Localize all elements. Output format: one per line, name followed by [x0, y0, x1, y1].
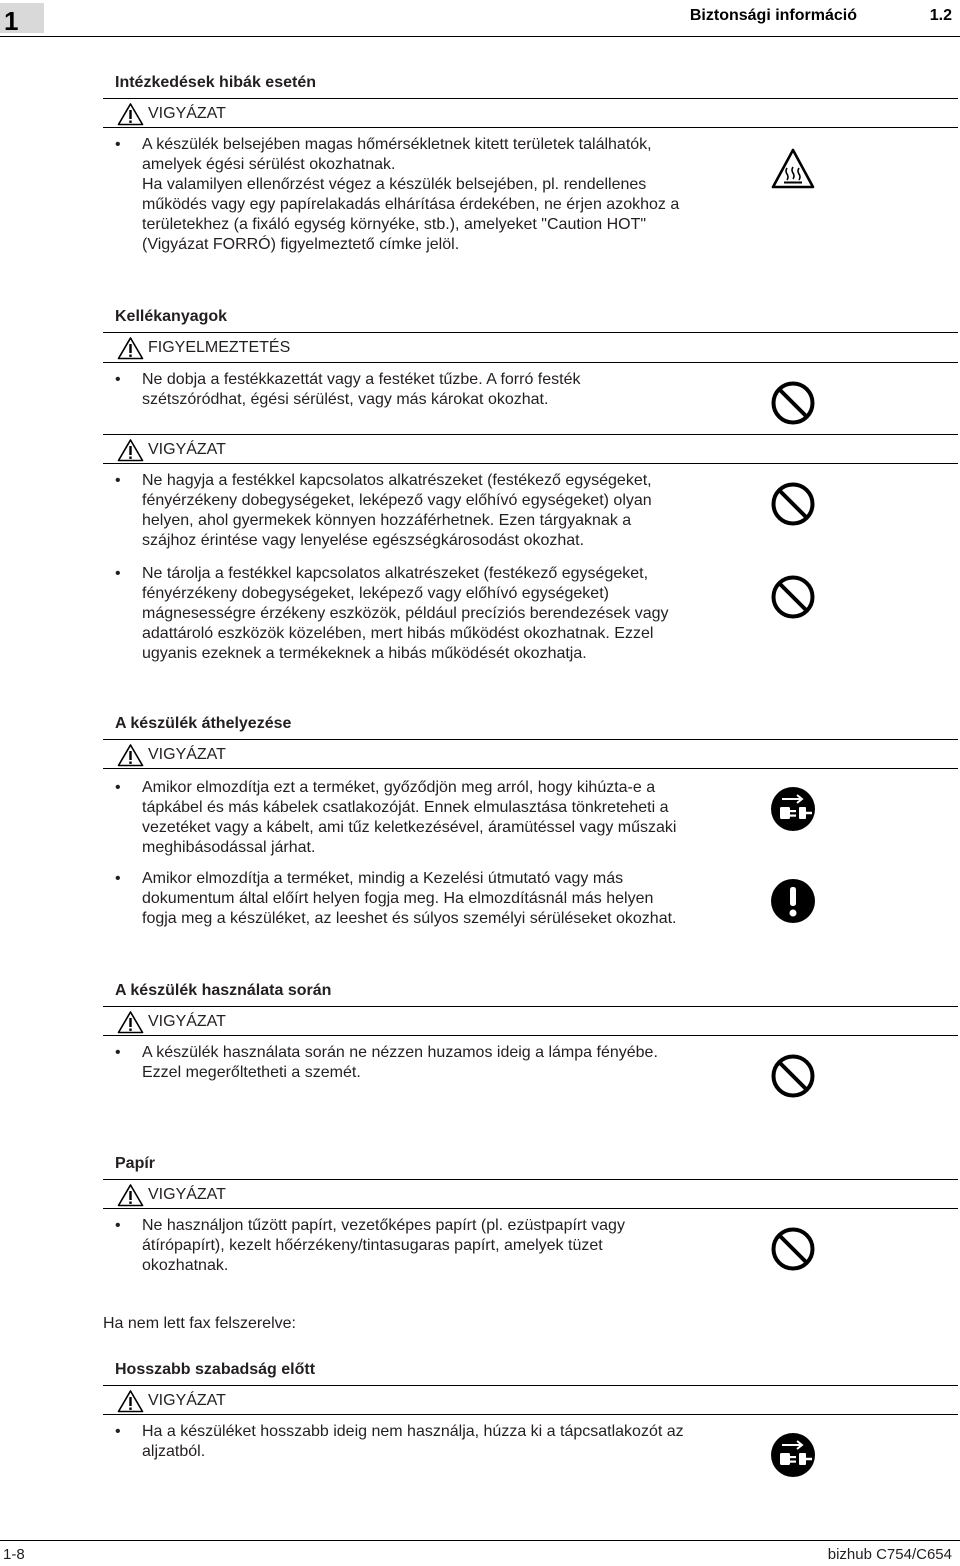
mandatory-action-icon	[770, 878, 816, 924]
unplug-icon	[770, 786, 816, 832]
section-title-long-absence: Hosszabb szabadság előtt	[115, 1361, 316, 1378]
section-rule	[103, 739, 958, 740]
bullet: •	[115, 870, 121, 887]
bullet: •	[115, 1217, 121, 1234]
text-line: területekhez (a fixáló egység környéke, stb.), amelyeket "Caution HOT"	[142, 216, 647, 233]
section-rule	[103, 434, 958, 435]
warning-triangle-icon	[117, 1183, 144, 1207]
warning-label-text: FIGYELMEZTETÉS	[148, 339, 291, 356]
caution-label	[117, 743, 226, 767]
bullet: •	[115, 1423, 121, 1440]
text-line: Ne hagyja a festékkel kapcsolatos alkatrészeket (festékező egységeket,	[142, 472, 652, 489]
section-rule	[103, 332, 958, 333]
section-rule	[103, 98, 958, 99]
section-rule	[103, 768, 958, 769]
text-line: fényérzékeny dobegységeket, leképező vagy előhívó egységeket)	[142, 585, 609, 602]
section-title-paper: Papír	[115, 1155, 156, 1172]
prohibition-icon	[770, 1053, 816, 1099]
chapter-badge	[0, 3, 44, 36]
prohibition-icon	[770, 481, 816, 527]
text-line: tápkábel és más kábelek csatlakozóját. Ennek elmulasztása tönkreteheti a	[142, 799, 669, 816]
text-line: aljzatból.	[142, 1443, 206, 1460]
hot-surface-icon	[770, 147, 816, 193]
prohibition-icon	[770, 574, 816, 620]
bullet: •	[115, 1044, 121, 1061]
section-rule	[103, 463, 958, 464]
caution-label-text: VIGYÁZAT	[148, 441, 226, 458]
section-rule	[103, 1006, 958, 1007]
text-line: adattároló eszközök közelében, mert hibás működést okozhatnak. Ezzel	[142, 625, 654, 642]
text-line: szájhoz érintése vagy lenyelése egészségkárosodást okozhat.	[142, 532, 585, 549]
caution-label	[117, 1183, 226, 1207]
section-rule	[103, 1414, 958, 1415]
prohibition-icon	[770, 380, 816, 426]
product-name: bizhub C754/C654	[827, 1546, 952, 1563]
caution-label-text: VIGYÁZAT	[148, 1392, 226, 1409]
section-title-supplies: Kellékanyagok	[115, 308, 228, 325]
fax-note: Ha nem lett fax felszerelve:	[103, 1315, 296, 1332]
text-line: A készülék belsejében magas hőmérsékletnek kitett területek találhatók,	[142, 136, 652, 153]
text-line: amelyek égési sérülést okozhatnak.	[142, 156, 396, 173]
bullet: •	[115, 779, 121, 796]
text-line: Ha a készüléket hosszabb ideig nem használja, húzza ki a tápcsatlakozót az	[142, 1423, 684, 1440]
text-line: Ezzel megerőltetheti a szemét.	[142, 1064, 361, 1081]
text-line: meghibásodással járhat.	[142, 839, 316, 856]
text-line: fényérzékeny dobegységeket, leképező vagy előhívó egységeket) olyan	[142, 492, 652, 509]
prohibition-icon	[770, 1226, 816, 1272]
caution-label	[117, 102, 226, 126]
caution-label	[117, 1010, 226, 1034]
warning-triangle-icon	[117, 102, 144, 126]
text-line: átírópapírt), kezelt hőérzékeny/tintasugaras papírt, amelyek tüzet	[142, 1237, 603, 1254]
text-line: Ha valamilyen ellenőrzést végez a készülék belsejében, pl. rendellenes	[142, 176, 647, 193]
warning-triangle-icon	[117, 743, 144, 767]
section-rule	[103, 1208, 958, 1209]
section-title-usage: A készülék használata során	[115, 982, 332, 999]
section-rule	[103, 127, 958, 128]
caution-label	[117, 438, 226, 462]
bullet: •	[115, 472, 121, 489]
caution-label-text: VIGYÁZAT	[148, 1013, 226, 1030]
text-line: működés vagy egy papírelakadás elhárítása érdekében, ne érjen azokhoz a	[142, 196, 680, 213]
warning-label	[117, 336, 290, 360]
caution-label	[117, 1389, 226, 1413]
section-title-relocation: A készülék áthelyezése	[115, 715, 292, 732]
caution-label-text: VIGYÁZAT	[148, 105, 226, 122]
section-rule	[103, 1385, 958, 1386]
warning-triangle-icon	[117, 336, 144, 360]
text-line: Ne dobja a festékkazettát vagy a festéket tűzbe. A forró festék	[142, 371, 581, 388]
bullet: •	[115, 136, 121, 153]
header-title: Biztonsági információ	[689, 7, 857, 24]
text-line: okozhatnak.	[142, 1257, 229, 1274]
text-line: A készülék használata során ne nézzen huzamos ideig a lámpa fényébe.	[142, 1044, 658, 1061]
text-line: ugyanis ezeknek a termékeknek a hibás működését okozhatja.	[142, 645, 587, 662]
caution-label-text: VIGYÁZAT	[148, 1186, 226, 1203]
section-rule	[103, 1035, 958, 1036]
text-line: dokumentum által előírt helyen fogja meg. Ha elmozdításnál más helyen	[142, 890, 654, 907]
warning-triangle-icon	[117, 1389, 144, 1413]
header-rule	[0, 36, 960, 37]
text-line: Amikor elmozdítja a terméket, mindig a Kezelési útmutató vagy más	[142, 870, 624, 887]
text-line: vezetéket vagy a kábelt, ami tűz keletkezésével, áramütéssel vagy műszaki	[142, 819, 677, 836]
caution-label-text: VIGYÁZAT	[148, 746, 226, 763]
text-line: (Vigyázat FORRÓ) figyelmeztető címke jelöl.	[142, 236, 460, 253]
footer-rule	[0, 1540, 960, 1541]
unplug-icon	[770, 1432, 816, 1478]
bullet: •	[115, 371, 121, 388]
header-section-number: 1.2	[929, 7, 952, 24]
chapter-number: 1	[4, 6, 19, 36]
text-line: Ne tárolja a festékkel kapcsolatos alkatrészeket (festékező egységeket,	[142, 565, 649, 582]
section-rule	[103, 362, 958, 363]
text-line: Ne használjon tűzött papírt, vezetőképes papírt (pl. ezüstpapírt vagy	[142, 1217, 625, 1234]
section-rule	[103, 1179, 958, 1180]
bullet: •	[115, 565, 121, 582]
page-number: 1-8	[3, 1546, 25, 1563]
warning-triangle-icon	[117, 438, 144, 462]
warning-triangle-icon	[117, 1010, 144, 1034]
text-line: mágnesességre érzékeny eszközök, például precíziós berendezések vagy	[142, 605, 669, 622]
section-title-errors: Intézkedések hibák esetén	[115, 74, 316, 91]
text-line: Amikor elmozdítja ezt a terméket, győződjön meg arról, hogy kihúzta-e a	[142, 779, 656, 796]
text-line: helyen, ahol gyermekek könnyen hozzáférhetnek. Ezen tárgyaknak a	[142, 512, 632, 529]
text-line: fogja meg a készüléket, az leeshet és súlyos személyi sérüléseket okozhat.	[142, 910, 677, 927]
text-line: szétszóródhat, égési sérülést, vagy más károkat okozhat.	[142, 391, 549, 408]
